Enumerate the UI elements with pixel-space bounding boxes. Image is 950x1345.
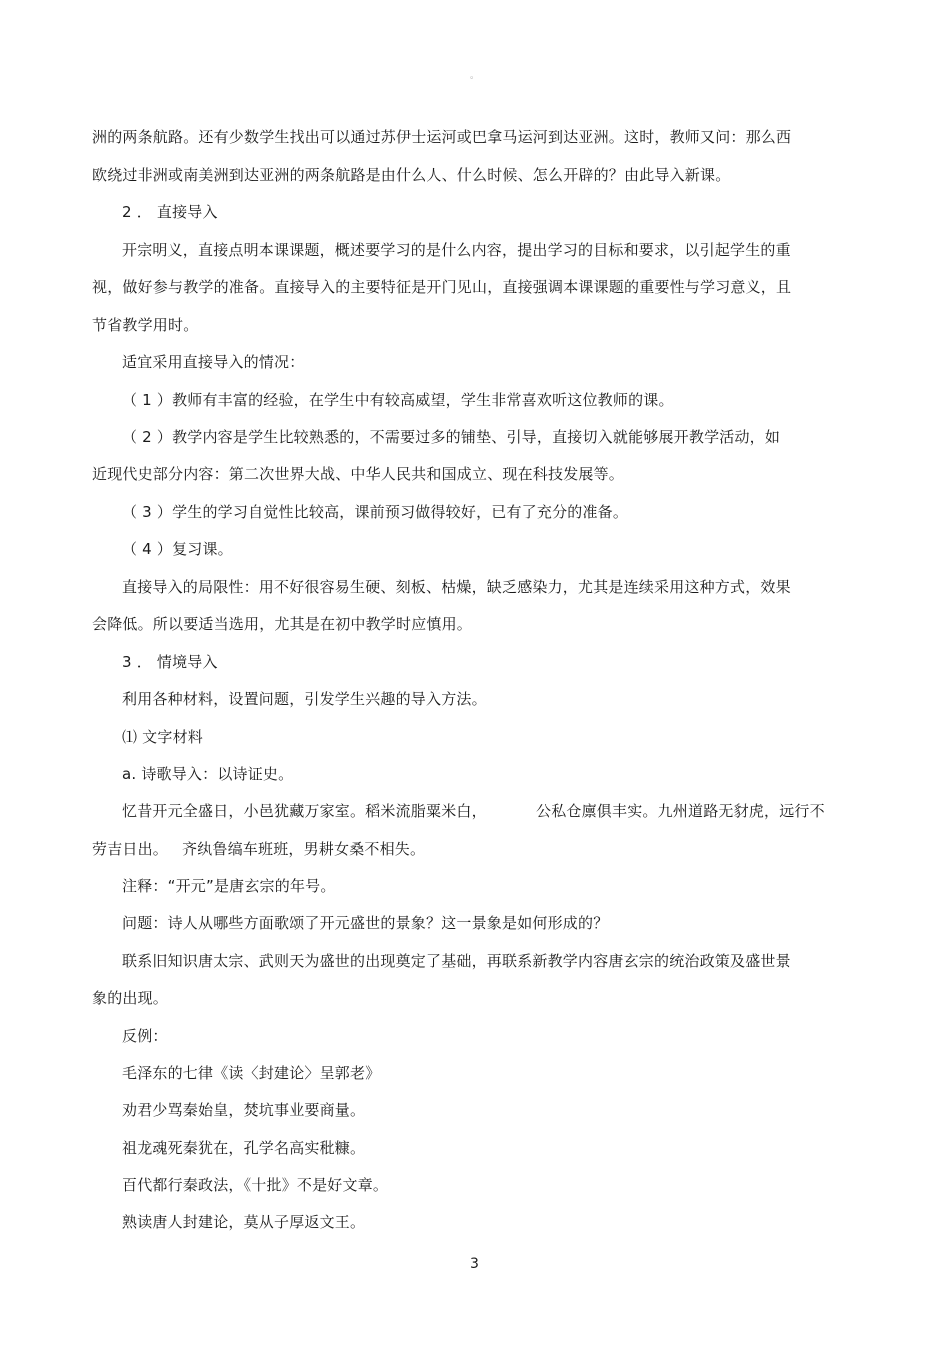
list-item: （ 2 ）教学内容是学生比较熟悉的，不需要过多的铺垫、引导，直接切入就能够展开教学活动，如 <box>122 428 781 446</box>
poem-line: 劳吉日出。 <box>92 840 169 858</box>
text-line: 直接导入的局限性：用不好很容易生硬、刻板、枯燥，缺乏感染力，尤其是连续采用这种方式，效果 <box>122 578 791 596</box>
text-line: 视，做好参与教学的准备。直接导入的主要特征是开门见山，直接强调本课课题的重要性与学习意义，且 <box>92 278 792 296</box>
section-heading: 2 ． 直接导入 <box>122 203 218 221</box>
text-line: 近现代史部分内容：第二次世界大战、中华人民共和国成立、现在科技发展等。 <box>92 465 625 483</box>
text-line: 适宜采用直接导入的情况： <box>122 353 305 371</box>
page-number: 3 <box>470 1256 479 1272</box>
text-line: 开宗明义，直接点明本课课题，概述要学习的是什么内容，提出学习的目标和要求，以引起学生的重 <box>122 241 791 259</box>
poem-line: 忆昔开元全盛日，小邑犹藏万家室。稻米流脂粟米白， <box>122 802 487 820</box>
list-item: （ 3 ）学生的学习自觉性比较高，课前预习做得较好，已有了充分的准备。 <box>122 503 629 521</box>
list-item: （ 1 ）教师有丰富的经验，在学生中有较高威望，学生非常喜欢听这位教师的课。 <box>122 391 674 409</box>
text-line: 欧绕过非洲或南美洲到达亚洲的两条航路是由什么人、什么时候、怎么开辟的？由此导入新课。 <box>92 166 731 184</box>
section-heading: 3 ． 情境导入 <box>122 653 218 671</box>
poem-line: 公私仓廪俱丰实。九州道路无豺虎，远行不 <box>536 802 825 820</box>
text-line: 问题：诗人从哪些方面歌颂了开元盛世的景象？这一景象是如何形成的？ <box>122 914 609 932</box>
text-line: 会降低。所以要适当选用，尤其是在初中教学时应慎用。 <box>92 615 473 633</box>
list-item: （ 4 ）复习课。 <box>122 540 233 558</box>
poem-title: 毛泽东的七律《读〈封建论〉呈郭老》 <box>122 1064 381 1082</box>
poem-line: 祖龙魂死秦犹在，孔学名高实秕糠。 <box>122 1139 366 1157</box>
poem-line: 齐纨鲁缟车班班，男耕女桑不相失。 <box>182 840 426 858</box>
text-line: 反例： <box>122 1027 168 1045</box>
text-line: 联系旧知识唐太宗、武则天为盛世的出现奠定了基础，再联系新教学内容唐玄宗的统治政策及盛世景 <box>122 952 791 970</box>
poem-line: 熟读唐人封建论，莫从子厚返文王。 <box>122 1213 366 1231</box>
poem-line: 百代都行秦政法，《十批》不是好文章。 <box>122 1176 389 1194</box>
sub-heading: a. 诗歌导入：以诗证史。 <box>122 765 294 783</box>
sub-heading: ⑴ 文字材料 <box>122 728 203 746</box>
text-line: 节省教学用时。 <box>92 316 199 334</box>
text-line: 利用各种材料，设置问题，引发学生兴趣的导入方法。 <box>122 690 487 708</box>
text-line: 象的出现。 <box>92 989 169 1007</box>
text-line: 注释：“开元”是唐玄宗的年号。 <box>122 877 336 895</box>
header-mark: 。 <box>470 71 480 81</box>
poem-line: 劝君少骂秦始皇，焚坑事业要商量。 <box>122 1101 366 1119</box>
text-line: 洲的两条航路。还有少数学生找出可以通过苏伊士运河或巴拿马运河到达亚洲。这时，教师又问：那么西 <box>92 128 792 146</box>
